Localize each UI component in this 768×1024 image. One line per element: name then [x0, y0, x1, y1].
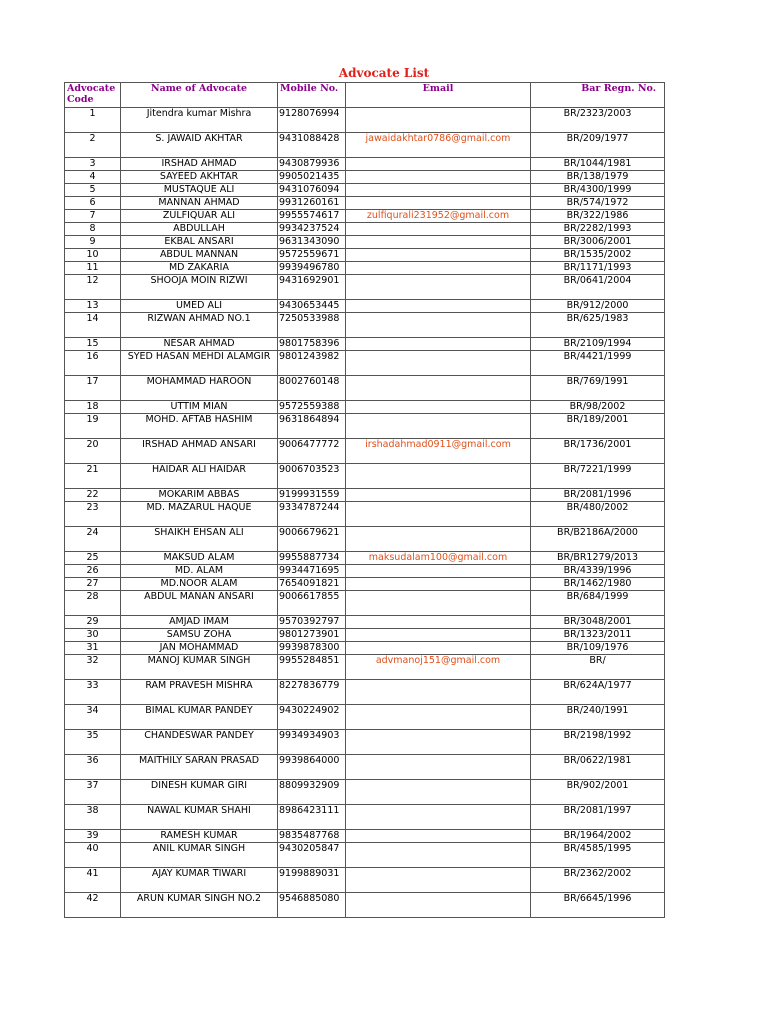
- page-title: Advocate List: [338, 66, 430, 80]
- cell-code: 22: [65, 489, 121, 502]
- table-row: [65, 705, 665, 730]
- cell-mobile: 9199931559: [278, 489, 346, 502]
- cell-code: 18: [65, 401, 121, 414]
- table-row: [65, 830, 665, 843]
- cell-email: [346, 616, 531, 629]
- cell-mobile: 9128076994: [278, 108, 346, 133]
- cell-mobile: 9801758396: [278, 338, 346, 351]
- cell-name: IRSHAD AHMAD ANSARI: [121, 439, 278, 464]
- cell-name: NESAR AHMAD: [121, 338, 278, 351]
- cell-code: 2: [65, 133, 121, 158]
- table-row: [65, 552, 665, 565]
- cell-bar-regn: BR/1323/2011: [531, 629, 665, 642]
- cell-email: [346, 108, 531, 133]
- cell-email: [346, 591, 531, 616]
- cell-mobile: 9955574617: [278, 210, 346, 223]
- table-row: [65, 780, 665, 805]
- cell-mobile: 9431076094: [278, 184, 346, 197]
- cell-code: 16: [65, 351, 121, 376]
- cell-bar-regn: BR/2323/2003: [531, 108, 665, 133]
- cell-code: 5: [65, 184, 121, 197]
- cell-code: 27: [65, 578, 121, 591]
- cell-name: MOHD. AFTAB HASHIM: [121, 414, 278, 439]
- cell-name: MD ZAKARIA: [121, 262, 278, 275]
- cell-email: [346, 893, 531, 918]
- cell-code: 15: [65, 338, 121, 351]
- cell-bar-regn: BR/3006/2001: [531, 236, 665, 249]
- cell-mobile: 9572559671: [278, 249, 346, 262]
- cell-mobile: 9431088428: [278, 133, 346, 158]
- cell-code: 14: [65, 313, 121, 338]
- cell-email: [346, 158, 531, 171]
- table-row: [65, 223, 665, 236]
- table-row: [65, 616, 665, 629]
- cell-bar-regn: BR/1736/2001: [531, 439, 665, 464]
- cell-mobile: 9572559388: [278, 401, 346, 414]
- table-row: [65, 527, 665, 552]
- cell-code: 10: [65, 249, 121, 262]
- cell-name: MOKARIM ABBAS: [121, 489, 278, 502]
- cell-email: [346, 414, 531, 439]
- cell-name: MANNAN AHMAD: [121, 197, 278, 210]
- table-row: [65, 755, 665, 780]
- cell-code: 21: [65, 464, 121, 489]
- cell-email: [346, 275, 531, 300]
- cell-code: 35: [65, 730, 121, 755]
- cell-email: [346, 705, 531, 730]
- cell-name: ANIL KUMAR SINGH: [121, 843, 278, 868]
- header-bar-regn: Bar Regn. No.: [531, 83, 665, 108]
- cell-bar-regn: BR/684/1999: [531, 591, 665, 616]
- cell-bar-regn: BR/6645/1996: [531, 893, 665, 918]
- cell-email: [346, 376, 531, 401]
- cell-mobile: 9939878300: [278, 642, 346, 655]
- table-row: [65, 401, 665, 414]
- cell-name: MAKSUD ALAM: [121, 552, 278, 565]
- cell-bar-regn: BR/109/1976: [531, 642, 665, 655]
- cell-mobile: 9835487768: [278, 830, 346, 843]
- cell-bar-regn: BR/0622/1981: [531, 755, 665, 780]
- cell-name: MD. ALAM: [121, 565, 278, 578]
- cell-mobile: 9334787244: [278, 502, 346, 527]
- cell-email: [346, 236, 531, 249]
- cell-bar-regn: BR/2109/1994: [531, 338, 665, 351]
- cell-bar-regn: BR/1044/1981: [531, 158, 665, 171]
- cell-code: 40: [65, 843, 121, 868]
- table-row: [65, 502, 665, 527]
- cell-mobile: 9934471695: [278, 565, 346, 578]
- cell-mobile: 9939496780: [278, 262, 346, 275]
- cell-email: irshadahmad0911@gmail.com: [346, 439, 531, 464]
- cell-name: BIMAL KUMAR PANDEY: [121, 705, 278, 730]
- cell-code: 41: [65, 868, 121, 893]
- cell-code: 3: [65, 158, 121, 171]
- cell-bar-regn: BR/240/1991: [531, 705, 665, 730]
- cell-email: [346, 249, 531, 262]
- cell-bar-regn: BR/1964/2002: [531, 830, 665, 843]
- cell-bar-regn: BR/625/1983: [531, 313, 665, 338]
- cell-bar-regn: BR/138/1979: [531, 171, 665, 184]
- cell-name: RAM PRAVESH MISHRA: [121, 680, 278, 705]
- cell-code: 23: [65, 502, 121, 527]
- cell-email: maksudalam100@gmail.com: [346, 552, 531, 565]
- cell-name: IRSHAD AHMAD: [121, 158, 278, 171]
- cell-mobile: 7250533988: [278, 313, 346, 338]
- cell-code: 36: [65, 755, 121, 780]
- cell-mobile: 9801243982: [278, 351, 346, 376]
- cell-mobile: 9431692901: [278, 275, 346, 300]
- cell-mobile: 9939864000: [278, 755, 346, 780]
- cell-mobile: 9546885080: [278, 893, 346, 918]
- cell-name: ABDUL MANAN ANSARI: [121, 591, 278, 616]
- cell-name: AMJAD IMAM: [121, 616, 278, 629]
- cell-name: RAMESH KUMAR: [121, 830, 278, 843]
- cell-mobile: 8986423111: [278, 805, 346, 830]
- cell-code: 19: [65, 414, 121, 439]
- table-row: [65, 578, 665, 591]
- cell-email: [346, 868, 531, 893]
- cell-bar-regn: BR/902/2001: [531, 780, 665, 805]
- cell-email: [346, 527, 531, 552]
- cell-name: CHANDESWAR PANDEY: [121, 730, 278, 755]
- cell-bar-regn: BR/1535/2002: [531, 249, 665, 262]
- table-row: [65, 805, 665, 830]
- header-mobile: Mobile No.: [278, 83, 346, 108]
- cell-code: 32: [65, 655, 121, 680]
- cell-email: [346, 780, 531, 805]
- cell-bar-regn: BR/2081/1997: [531, 805, 665, 830]
- cell-mobile: 9631343090: [278, 236, 346, 249]
- table-row: [65, 439, 665, 464]
- cell-email: [346, 464, 531, 489]
- cell-name: RIZWAN AHMAD NO.1: [121, 313, 278, 338]
- cell-code: 39: [65, 830, 121, 843]
- cell-email: [346, 805, 531, 830]
- cell-name: MD. MAZARUL HAQUE: [121, 502, 278, 527]
- cell-code: 33: [65, 680, 121, 705]
- cell-email: [346, 313, 531, 338]
- cell-code: 29: [65, 616, 121, 629]
- cell-email: zulfiqurali231952@gmail.com: [346, 210, 531, 223]
- cell-mobile: 8227836779: [278, 680, 346, 705]
- advocate-table: [64, 82, 665, 918]
- cell-name: S. JAWAID AKHTAR: [121, 133, 278, 158]
- cell-email: [346, 338, 531, 351]
- table-row: [65, 338, 665, 351]
- cell-name: MOHAMMAD HAROON: [121, 376, 278, 401]
- cell-name: Jitendra kumar Mishra: [121, 108, 278, 133]
- cell-mobile: 9430205847: [278, 843, 346, 868]
- cell-code: 8: [65, 223, 121, 236]
- cell-email: [346, 184, 531, 197]
- cell-code: 25: [65, 552, 121, 565]
- cell-mobile: 8002760148: [278, 376, 346, 401]
- cell-mobile: 9934237524: [278, 223, 346, 236]
- cell-name: UTTIM MIAN: [121, 401, 278, 414]
- cell-code: 1: [65, 108, 121, 133]
- cell-mobile: 9199889031: [278, 868, 346, 893]
- cell-bar-regn: BR/BR1279/2013: [531, 552, 665, 565]
- table-row: [65, 313, 665, 338]
- table-row: [65, 629, 665, 642]
- table-row: [65, 868, 665, 893]
- table-row: [65, 642, 665, 655]
- cell-bar-regn: BR/2081/1996: [531, 489, 665, 502]
- table-row: [65, 108, 665, 133]
- cell-name: EKBAL ANSARI: [121, 236, 278, 249]
- table-row: [65, 210, 665, 223]
- cell-name: MUSTAQUE ALI: [121, 184, 278, 197]
- cell-bar-regn: BR/912/2000: [531, 300, 665, 313]
- table-body: [65, 108, 665, 918]
- cell-name: NAWAL KUMAR SHAHI: [121, 805, 278, 830]
- cell-email: [346, 578, 531, 591]
- cell-code: 7: [65, 210, 121, 223]
- table-row: [65, 680, 665, 705]
- cell-bar-regn: BR/189/2001: [531, 414, 665, 439]
- cell-email: [346, 171, 531, 184]
- cell-bar-regn: BR/2362/2002: [531, 868, 665, 893]
- cell-code: 11: [65, 262, 121, 275]
- cell-mobile: 8809932909: [278, 780, 346, 805]
- cell-name: SYED HASAN MEHDI ALAMGIR: [121, 351, 278, 376]
- cell-bar-regn: BR/769/1991: [531, 376, 665, 401]
- cell-code: 20: [65, 439, 121, 464]
- cell-mobile: 9934934903: [278, 730, 346, 755]
- cell-bar-regn: BR/B2186A/2000: [531, 527, 665, 552]
- cell-bar-regn: BR/4585/1995: [531, 843, 665, 868]
- cell-code: 9: [65, 236, 121, 249]
- cell-name: ARUN KUMAR SINGH NO.2: [121, 893, 278, 918]
- cell-code: 31: [65, 642, 121, 655]
- cell-mobile: 9905021435: [278, 171, 346, 184]
- cell-bar-regn: BR/322/1986: [531, 210, 665, 223]
- table-row: [65, 275, 665, 300]
- table-row: [65, 464, 665, 489]
- cell-name: SHOOJA MOIN RIZWI: [121, 275, 278, 300]
- cell-bar-regn: BR/3048/2001: [531, 616, 665, 629]
- cell-email: [346, 262, 531, 275]
- cell-email: [346, 629, 531, 642]
- cell-email: [346, 401, 531, 414]
- table-row: [65, 565, 665, 578]
- cell-mobile: 9006477772: [278, 439, 346, 464]
- cell-bar-regn: BR/7221/1999: [531, 464, 665, 489]
- cell-mobile: 9006703523: [278, 464, 346, 489]
- cell-mobile: 7654091821: [278, 578, 346, 591]
- cell-mobile: 9006679621: [278, 527, 346, 552]
- cell-bar-regn: BR/1462/1980: [531, 578, 665, 591]
- cell-email: [346, 755, 531, 780]
- cell-name: ZULFIQUAR ALI: [121, 210, 278, 223]
- cell-bar-regn: BR/209/1977: [531, 133, 665, 158]
- cell-name: SAYEED AKHTAR: [121, 171, 278, 184]
- cell-bar-regn: BR/: [531, 655, 665, 680]
- table-row: [65, 133, 665, 158]
- table-row: [65, 414, 665, 439]
- table-row: [65, 351, 665, 376]
- cell-name: UMED ALI: [121, 300, 278, 313]
- cell-mobile: 9430653445: [278, 300, 346, 313]
- cell-email: [346, 223, 531, 236]
- table-row: [65, 249, 665, 262]
- cell-mobile: 9570392797: [278, 616, 346, 629]
- table-header-row: [65, 83, 665, 108]
- cell-name: ABDUL MANNAN: [121, 249, 278, 262]
- cell-bar-regn: BR/480/2002: [531, 502, 665, 527]
- cell-code: 17: [65, 376, 121, 401]
- header-email: Email: [346, 83, 531, 108]
- cell-email: advmanoj151@gmail.com: [346, 655, 531, 680]
- header-name: Name of Advocate: [121, 83, 278, 108]
- cell-bar-regn: BR/98/2002: [531, 401, 665, 414]
- table-row: [65, 489, 665, 502]
- cell-code: 4: [65, 171, 121, 184]
- cell-code: 24: [65, 527, 121, 552]
- cell-email: [346, 351, 531, 376]
- cell-mobile: 9631864894: [278, 414, 346, 439]
- cell-name: SAMSU ZOHA: [121, 629, 278, 642]
- cell-mobile: 9006617855: [278, 591, 346, 616]
- table-row: [65, 197, 665, 210]
- cell-mobile: 9430879936: [278, 158, 346, 171]
- cell-bar-regn: BR/624A/1977: [531, 680, 665, 705]
- cell-code: 28: [65, 591, 121, 616]
- cell-name: MAITHILY SARAN PRASAD: [121, 755, 278, 780]
- table-row: [65, 171, 665, 184]
- cell-email: [346, 680, 531, 705]
- cell-mobile: 9955887734: [278, 552, 346, 565]
- cell-bar-regn: BR/4421/1999: [531, 351, 665, 376]
- cell-bar-regn: BR/4300/1999: [531, 184, 665, 197]
- cell-name: MANOJ KUMAR SINGH: [121, 655, 278, 680]
- cell-code: 37: [65, 780, 121, 805]
- cell-bar-regn: BR/1171/1993: [531, 262, 665, 275]
- cell-name: AJAY KUMAR TIWARI: [121, 868, 278, 893]
- cell-code: 12: [65, 275, 121, 300]
- cell-code: 26: [65, 565, 121, 578]
- cell-mobile: 9430224902: [278, 705, 346, 730]
- cell-name: HAIDAR ALI HAIDAR: [121, 464, 278, 489]
- table-row: [65, 591, 665, 616]
- cell-code: 38: [65, 805, 121, 830]
- table-row: [65, 655, 665, 680]
- cell-mobile: 9931260161: [278, 197, 346, 210]
- table-row: [65, 893, 665, 918]
- table-row: [65, 262, 665, 275]
- cell-mobile: 9801273901: [278, 629, 346, 642]
- cell-email: [346, 502, 531, 527]
- table-row: [65, 376, 665, 401]
- table-row: [65, 730, 665, 755]
- cell-code: 42: [65, 893, 121, 918]
- cell-email: [346, 642, 531, 655]
- cell-bar-regn: BR/4339/1996: [531, 565, 665, 578]
- cell-name: DINESH KUMAR GIRI: [121, 780, 278, 805]
- table-row: [65, 843, 665, 868]
- cell-code: 13: [65, 300, 121, 313]
- table-row: [65, 300, 665, 313]
- cell-email: [346, 565, 531, 578]
- cell-code: 34: [65, 705, 121, 730]
- cell-name: JAN MOHAMMAD: [121, 642, 278, 655]
- cell-name: ABDULLAH: [121, 223, 278, 236]
- cell-email: [346, 843, 531, 868]
- cell-email: [346, 730, 531, 755]
- table-row: [65, 184, 665, 197]
- cell-email: [346, 489, 531, 502]
- cell-name: SHAIKH EHSAN ALI: [121, 527, 278, 552]
- cell-email: [346, 830, 531, 843]
- cell-bar-regn: BR/2198/1992: [531, 730, 665, 755]
- header-advocate-code: Advocate Code: [65, 83, 121, 108]
- table-row: [65, 236, 665, 249]
- cell-bar-regn: BR/574/1972: [531, 197, 665, 210]
- cell-bar-regn: BR/2282/1993: [531, 223, 665, 236]
- cell-mobile: 9955284851: [278, 655, 346, 680]
- cell-email: [346, 197, 531, 210]
- cell-code: 30: [65, 629, 121, 642]
- cell-name: MD.NOOR ALAM: [121, 578, 278, 591]
- cell-email: jawaidakhtar0786@gmail.com: [346, 133, 531, 158]
- cell-email: [346, 300, 531, 313]
- cell-code: 6: [65, 197, 121, 210]
- table-row: [65, 158, 665, 171]
- cell-bar-regn: BR/0641/2004: [531, 275, 665, 300]
